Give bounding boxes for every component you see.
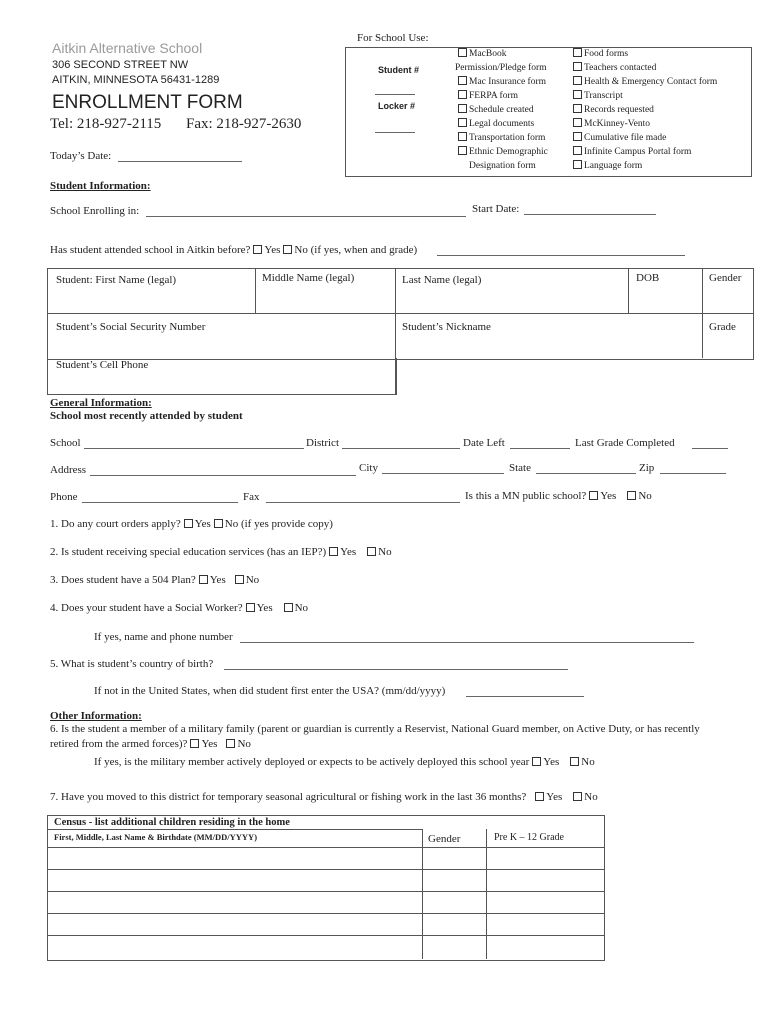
phone-number: Tel: 218-927-2115 bbox=[50, 116, 162, 132]
general-info-heading: General Information: bbox=[50, 397, 152, 409]
checklist-item: Designation form bbox=[469, 161, 536, 171]
student-info-heading: Student Information: bbox=[50, 180, 151, 192]
checklist-item[interactable]: Mac Insurance form bbox=[455, 75, 548, 89]
checkbox-icon[interactable] bbox=[573, 118, 582, 127]
social-worker-followup: If yes, name and phone number bbox=[94, 631, 233, 643]
checkbox-icon[interactable] bbox=[284, 603, 293, 612]
city-field[interactable] bbox=[382, 463, 504, 474]
school-address-line2: AITKIN, MINNESOTA 56431-1289 bbox=[52, 74, 220, 86]
checkbox-icon[interactable] bbox=[458, 118, 467, 127]
table-divider bbox=[47, 847, 604, 848]
fax-label: Fax bbox=[243, 491, 260, 503]
checkbox-icon[interactable] bbox=[458, 76, 467, 85]
checkbox-icon[interactable] bbox=[589, 491, 598, 500]
form-title: ENROLLMENT FORM bbox=[52, 92, 243, 113]
checklist-item[interactable]: Records requested bbox=[570, 103, 717, 117]
checklist-item[interactable]: Food forms bbox=[570, 47, 717, 61]
locker-number-label: Locker # bbox=[378, 101, 416, 111]
checkbox-icon[interactable] bbox=[573, 792, 582, 801]
zip-field[interactable] bbox=[660, 463, 726, 474]
country-birth-field[interactable] bbox=[224, 659, 568, 670]
prev-school-field[interactable] bbox=[84, 438, 304, 449]
first-name-field[interactable]: Student: First Name (legal) bbox=[56, 274, 177, 286]
checkbox-icon[interactable] bbox=[532, 757, 541, 766]
city-label: City bbox=[359, 462, 378, 474]
checklist-item[interactable]: Teachers contacted bbox=[570, 61, 717, 75]
todays-date-label: Today’s Date: bbox=[50, 150, 112, 162]
last-name-field[interactable]: Last Name (legal) bbox=[402, 274, 482, 286]
checklist-item[interactable]: Ethnic Demographic bbox=[455, 145, 548, 159]
school-use-title: For School Use: bbox=[357, 32, 429, 44]
middle-name-field[interactable]: Middle Name (legal) bbox=[262, 272, 355, 284]
plan-504-question: 3. Does student have a 504 Plan? Yes No bbox=[50, 574, 260, 586]
school-use-col2 bbox=[570, 47, 717, 173]
court-orders-question: 1. Do any court orders apply? Yes No (if yes provide copy) bbox=[50, 518, 333, 530]
school-enrolling-field[interactable] bbox=[146, 206, 466, 217]
table-row[interactable] bbox=[47, 935, 604, 936]
country-birth-question: 5. What is student’s country of birth? bbox=[50, 658, 214, 670]
checkbox-icon[interactable] bbox=[199, 575, 208, 584]
address-field[interactable] bbox=[90, 465, 356, 476]
usa-entry-question: If not in the United States, when did student first enter the USA? (mm/dd/yyyy) bbox=[94, 685, 446, 697]
checklist-item[interactable]: Transcript bbox=[570, 89, 717, 103]
checkbox-icon[interactable] bbox=[246, 603, 255, 612]
table-divider bbox=[486, 829, 487, 959]
checkbox-icon[interactable] bbox=[627, 491, 636, 500]
checkbox-icon[interactable] bbox=[329, 547, 338, 556]
checklist-item[interactable]: FERPA form bbox=[455, 89, 548, 103]
seasonal-work-question: 7. Have you moved to this district for temporary seasonal agricultural or fishing work in the last 36 months? Yes No bbox=[50, 791, 598, 803]
checkbox-icon[interactable] bbox=[573, 146, 582, 155]
table-divider bbox=[255, 268, 256, 313]
checkbox-icon[interactable] bbox=[458, 104, 467, 113]
checkbox-icon[interactable] bbox=[235, 575, 244, 584]
state-label: State bbox=[509, 462, 531, 474]
checklist-item[interactable]: Infinite Campus Portal form bbox=[570, 145, 717, 159]
checkbox-icon[interactable] bbox=[573, 104, 582, 113]
checkbox-icon[interactable] bbox=[458, 132, 467, 141]
table-row[interactable] bbox=[47, 891, 604, 892]
mn-public-question: Is this a MN public school? Yes No bbox=[465, 490, 652, 502]
school-enrolling-label: School Enrolling in: bbox=[50, 205, 140, 217]
prev-phone-field[interactable] bbox=[82, 492, 238, 503]
dob-field[interactable]: DOB bbox=[636, 272, 660, 284]
start-date-field[interactable] bbox=[524, 204, 656, 215]
cell-phone-field[interactable]: Student’s Cell Phone bbox=[56, 359, 149, 371]
table-divider bbox=[628, 268, 629, 313]
census-col-name: First, Middle, Last Name & Birthdate (MM/DD/YYYY) bbox=[54, 832, 258, 842]
attended-before-question: Has student attended school in Aitkin before? Yes No (if yes, when and grade) bbox=[50, 244, 418, 256]
last-grade-label: Last Grade Completed bbox=[575, 437, 675, 449]
census-col-grade: Pre K – 12 Grade bbox=[494, 832, 564, 843]
general-info-subheading: School most recently attended by student bbox=[50, 410, 243, 422]
checklist-item[interactable]: Cumulative file made bbox=[570, 131, 717, 145]
census-title: Census - list additional children residing in the home bbox=[54, 817, 290, 828]
military-question-line1: 6. Is the student a member of a military family (parent or guardian is currently a Reservist, National Guard member, on Active Duty, or has recently bbox=[50, 723, 700, 735]
deployment-question: If yes, is the military member actively deployed or expects to be actively deployed this school year Yes No bbox=[94, 756, 595, 768]
checkbox-icon[interactable] bbox=[253, 245, 262, 254]
attended-when-field[interactable] bbox=[437, 245, 685, 256]
zip-label: Zip bbox=[639, 462, 655, 474]
fax-number: Fax: 218-927-2630 bbox=[186, 116, 302, 132]
checklist-item[interactable]: Schedule created bbox=[455, 103, 548, 117]
last-grade-field[interactable] bbox=[692, 438, 728, 449]
social-worker-field[interactable] bbox=[240, 632, 694, 643]
checkbox-icon[interactable] bbox=[535, 792, 544, 801]
checklist-item[interactable]: Health & Emergency Contact form bbox=[570, 75, 717, 89]
table-divider bbox=[422, 829, 423, 959]
table-row[interactable] bbox=[47, 913, 604, 914]
checkbox-icon[interactable] bbox=[458, 146, 467, 155]
gender-field[interactable]: Gender bbox=[709, 272, 742, 284]
table-divider bbox=[47, 313, 753, 314]
ssn-field[interactable]: Student’s Social Security Number bbox=[56, 321, 206, 333]
military-question-line2: retired from the armed forces)? Yes No bbox=[50, 738, 251, 750]
checkbox-icon[interactable] bbox=[190, 739, 199, 748]
checkbox-icon[interactable] bbox=[458, 90, 467, 99]
checkbox-icon[interactable] bbox=[573, 160, 582, 169]
checklist-item[interactable]: McKinney-Vento bbox=[570, 117, 717, 131]
phone-label: Phone bbox=[50, 491, 78, 503]
school-label: School bbox=[50, 437, 81, 449]
student-number-field[interactable] bbox=[375, 84, 415, 95]
other-info-heading: Other Information: bbox=[50, 710, 142, 722]
checkbox-icon[interactable] bbox=[573, 76, 582, 85]
address-label: Address bbox=[50, 464, 87, 476]
table-divider bbox=[47, 829, 422, 830]
checkbox-icon[interactable] bbox=[283, 245, 292, 254]
todays-date-field[interactable] bbox=[118, 151, 242, 162]
school-use-col1 bbox=[455, 47, 548, 173]
school-address-line1: 306 SECOND STREET NW bbox=[52, 59, 189, 71]
checkbox-icon[interactable] bbox=[226, 739, 235, 748]
school-name: Aitkin Alternative School bbox=[52, 40, 203, 56]
usa-entry-field[interactable] bbox=[466, 686, 584, 697]
checkbox-icon[interactable] bbox=[573, 90, 582, 99]
checkbox-icon[interactable] bbox=[214, 519, 223, 528]
checklist-item[interactable]: MacBook bbox=[455, 47, 548, 61]
table-divider bbox=[702, 268, 703, 358]
prev-fax-field[interactable] bbox=[266, 492, 460, 503]
checkbox-icon[interactable] bbox=[570, 757, 579, 766]
checklist-item[interactable]: Transportation form bbox=[455, 131, 548, 145]
checkbox-icon[interactable] bbox=[573, 62, 582, 71]
checkbox-icon[interactable] bbox=[573, 132, 582, 141]
checklist-item: Permission/Pledge form bbox=[455, 63, 547, 73]
social-worker-question: 4. Does your student have a Social Worker? Yes No bbox=[50, 602, 309, 614]
checkbox-icon[interactable] bbox=[458, 48, 467, 57]
grade-field[interactable]: Grade bbox=[709, 321, 736, 333]
census-col-gender: Gender bbox=[428, 833, 461, 845]
checkbox-icon[interactable] bbox=[573, 48, 582, 57]
checkbox-icon[interactable] bbox=[184, 519, 193, 528]
state-field[interactable] bbox=[536, 463, 636, 474]
checkbox-icon[interactable] bbox=[367, 547, 376, 556]
special-ed-question: 2. Is student receiving special education services (has an IEP?) Yes No bbox=[50, 546, 392, 558]
start-date-label: Start Date: bbox=[472, 203, 520, 215]
checklist-item[interactable]: Language form bbox=[570, 159, 717, 173]
student-number-label: Student # bbox=[378, 65, 420, 75]
checklist-item[interactable]: Legal documents bbox=[455, 117, 548, 131]
date-left-label: Date Left bbox=[463, 437, 505, 449]
locker-number-field[interactable] bbox=[375, 122, 415, 133]
date-left-field[interactable] bbox=[510, 438, 570, 449]
district-field[interactable] bbox=[342, 438, 460, 449]
district-label: District bbox=[306, 437, 339, 449]
nickname-field[interactable]: Student’s Nickname bbox=[402, 321, 491, 333]
table-row[interactable] bbox=[47, 869, 604, 870]
